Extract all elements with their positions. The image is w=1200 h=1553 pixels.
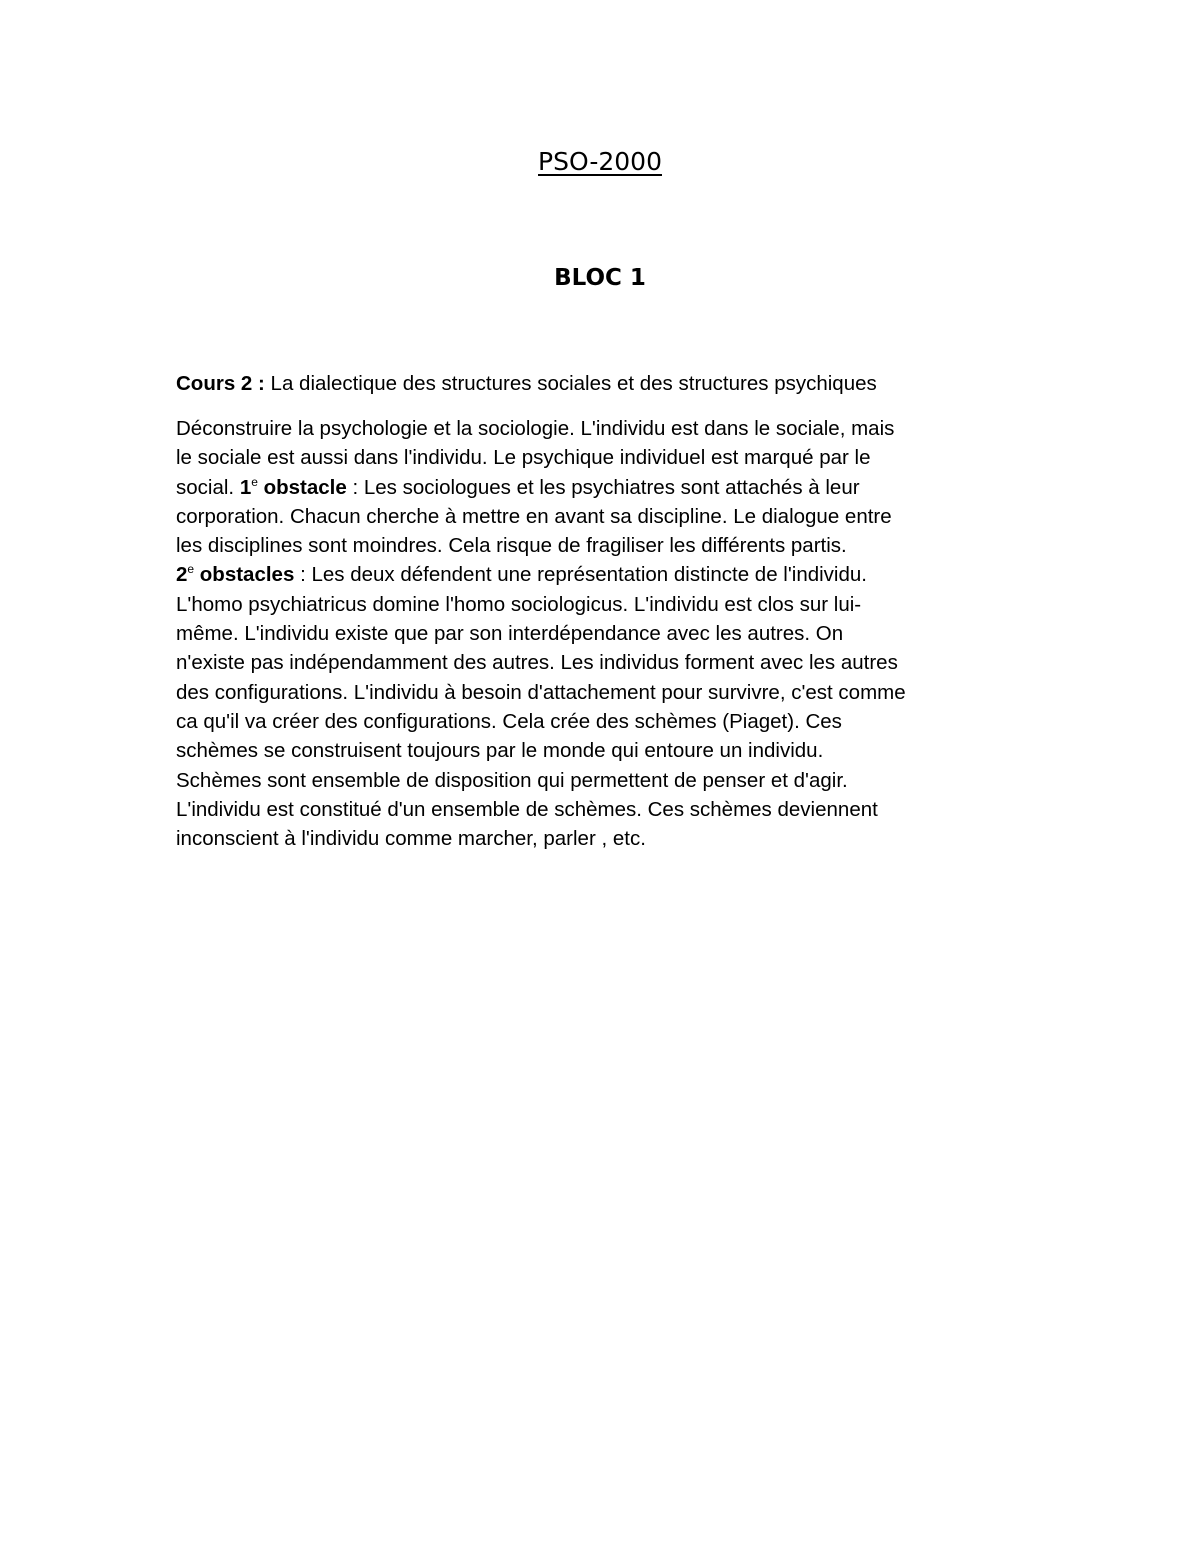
- obstacle-1-superscript: e: [251, 474, 258, 489]
- obstacle-2-superscript: e: [187, 562, 195, 577]
- text-line-obstacle-2: [176, 560, 1036, 589]
- course-code-heading: PSO-2000: [538, 147, 662, 176]
- obstacle-1-number: 1: [239, 475, 252, 499]
- text-line: corporation. Chacun cherche à mettre en avant sa discipline. Le dialogue entre: [176, 504, 892, 528]
- body-paragraph: [176, 414, 1036, 853]
- course-title: La dialectique des structures sociales et des structures psychiques: [264, 372, 877, 395]
- obstacle-1-label: obstacle: [257, 475, 347, 499]
- text-line: n'existe pas indépendamment des autres. Les individus forment avec les autres: [176, 651, 898, 675]
- text-line: Déconstruire la psychologie et la sociologie. L'individu est dans le sociale, mais: [176, 417, 895, 440]
- text-line: les disciplines sont moindres. Cela risque de fragiliser les différents partis.: [176, 534, 847, 558]
- bloc-heading: BLOC 1: [554, 265, 646, 291]
- text-line: des configurations. L'individu à besoin d'attachement pour survivre, c'est comme: [176, 680, 906, 704]
- text-line: Schèmes sont ensemble de disposition qui permettent de penser et d'agir.: [176, 768, 848, 792]
- text-line-obstacle-1: [176, 473, 1036, 502]
- text-run: : Les sociologues et les psychiatres sont attachés à leur: [346, 475, 860, 499]
- text-line: L'homo psychiatricus domine l'homo sociologicus. L'individu est clos sur lui-: [176, 592, 862, 616]
- text-run: social.: [176, 475, 240, 499]
- obstacle-2-number: 2: [176, 563, 188, 587]
- text-line: le sociale est aussi dans l'individu. Le psychique individuel est marqué par le: [176, 446, 871, 470]
- text-line: L'individu est constitué d'un ensemble de schèmes. Ces schèmes deviennent: [176, 797, 878, 821]
- text-run: : Les deux défendent une représentation distincte de l'individu.: [294, 563, 867, 587]
- text-line: même. L'individu existe que par son interdépendance avec les autres. On: [176, 622, 844, 646]
- text-line: ca qu'il va créer des configurations. Cela crée des schèmes (Piaget). Ces: [176, 709, 842, 733]
- course-label: Cours 2 :: [176, 372, 265, 395]
- obstacle-2-label: obstacles: [194, 563, 295, 587]
- course-title-line: [176, 369, 1036, 398]
- text-line: schèmes se construisent toujours par le monde qui entoure un individu.: [176, 739, 824, 763]
- text-line: inconscient à l'individu comme marcher, parler , etc.: [176, 827, 646, 851]
